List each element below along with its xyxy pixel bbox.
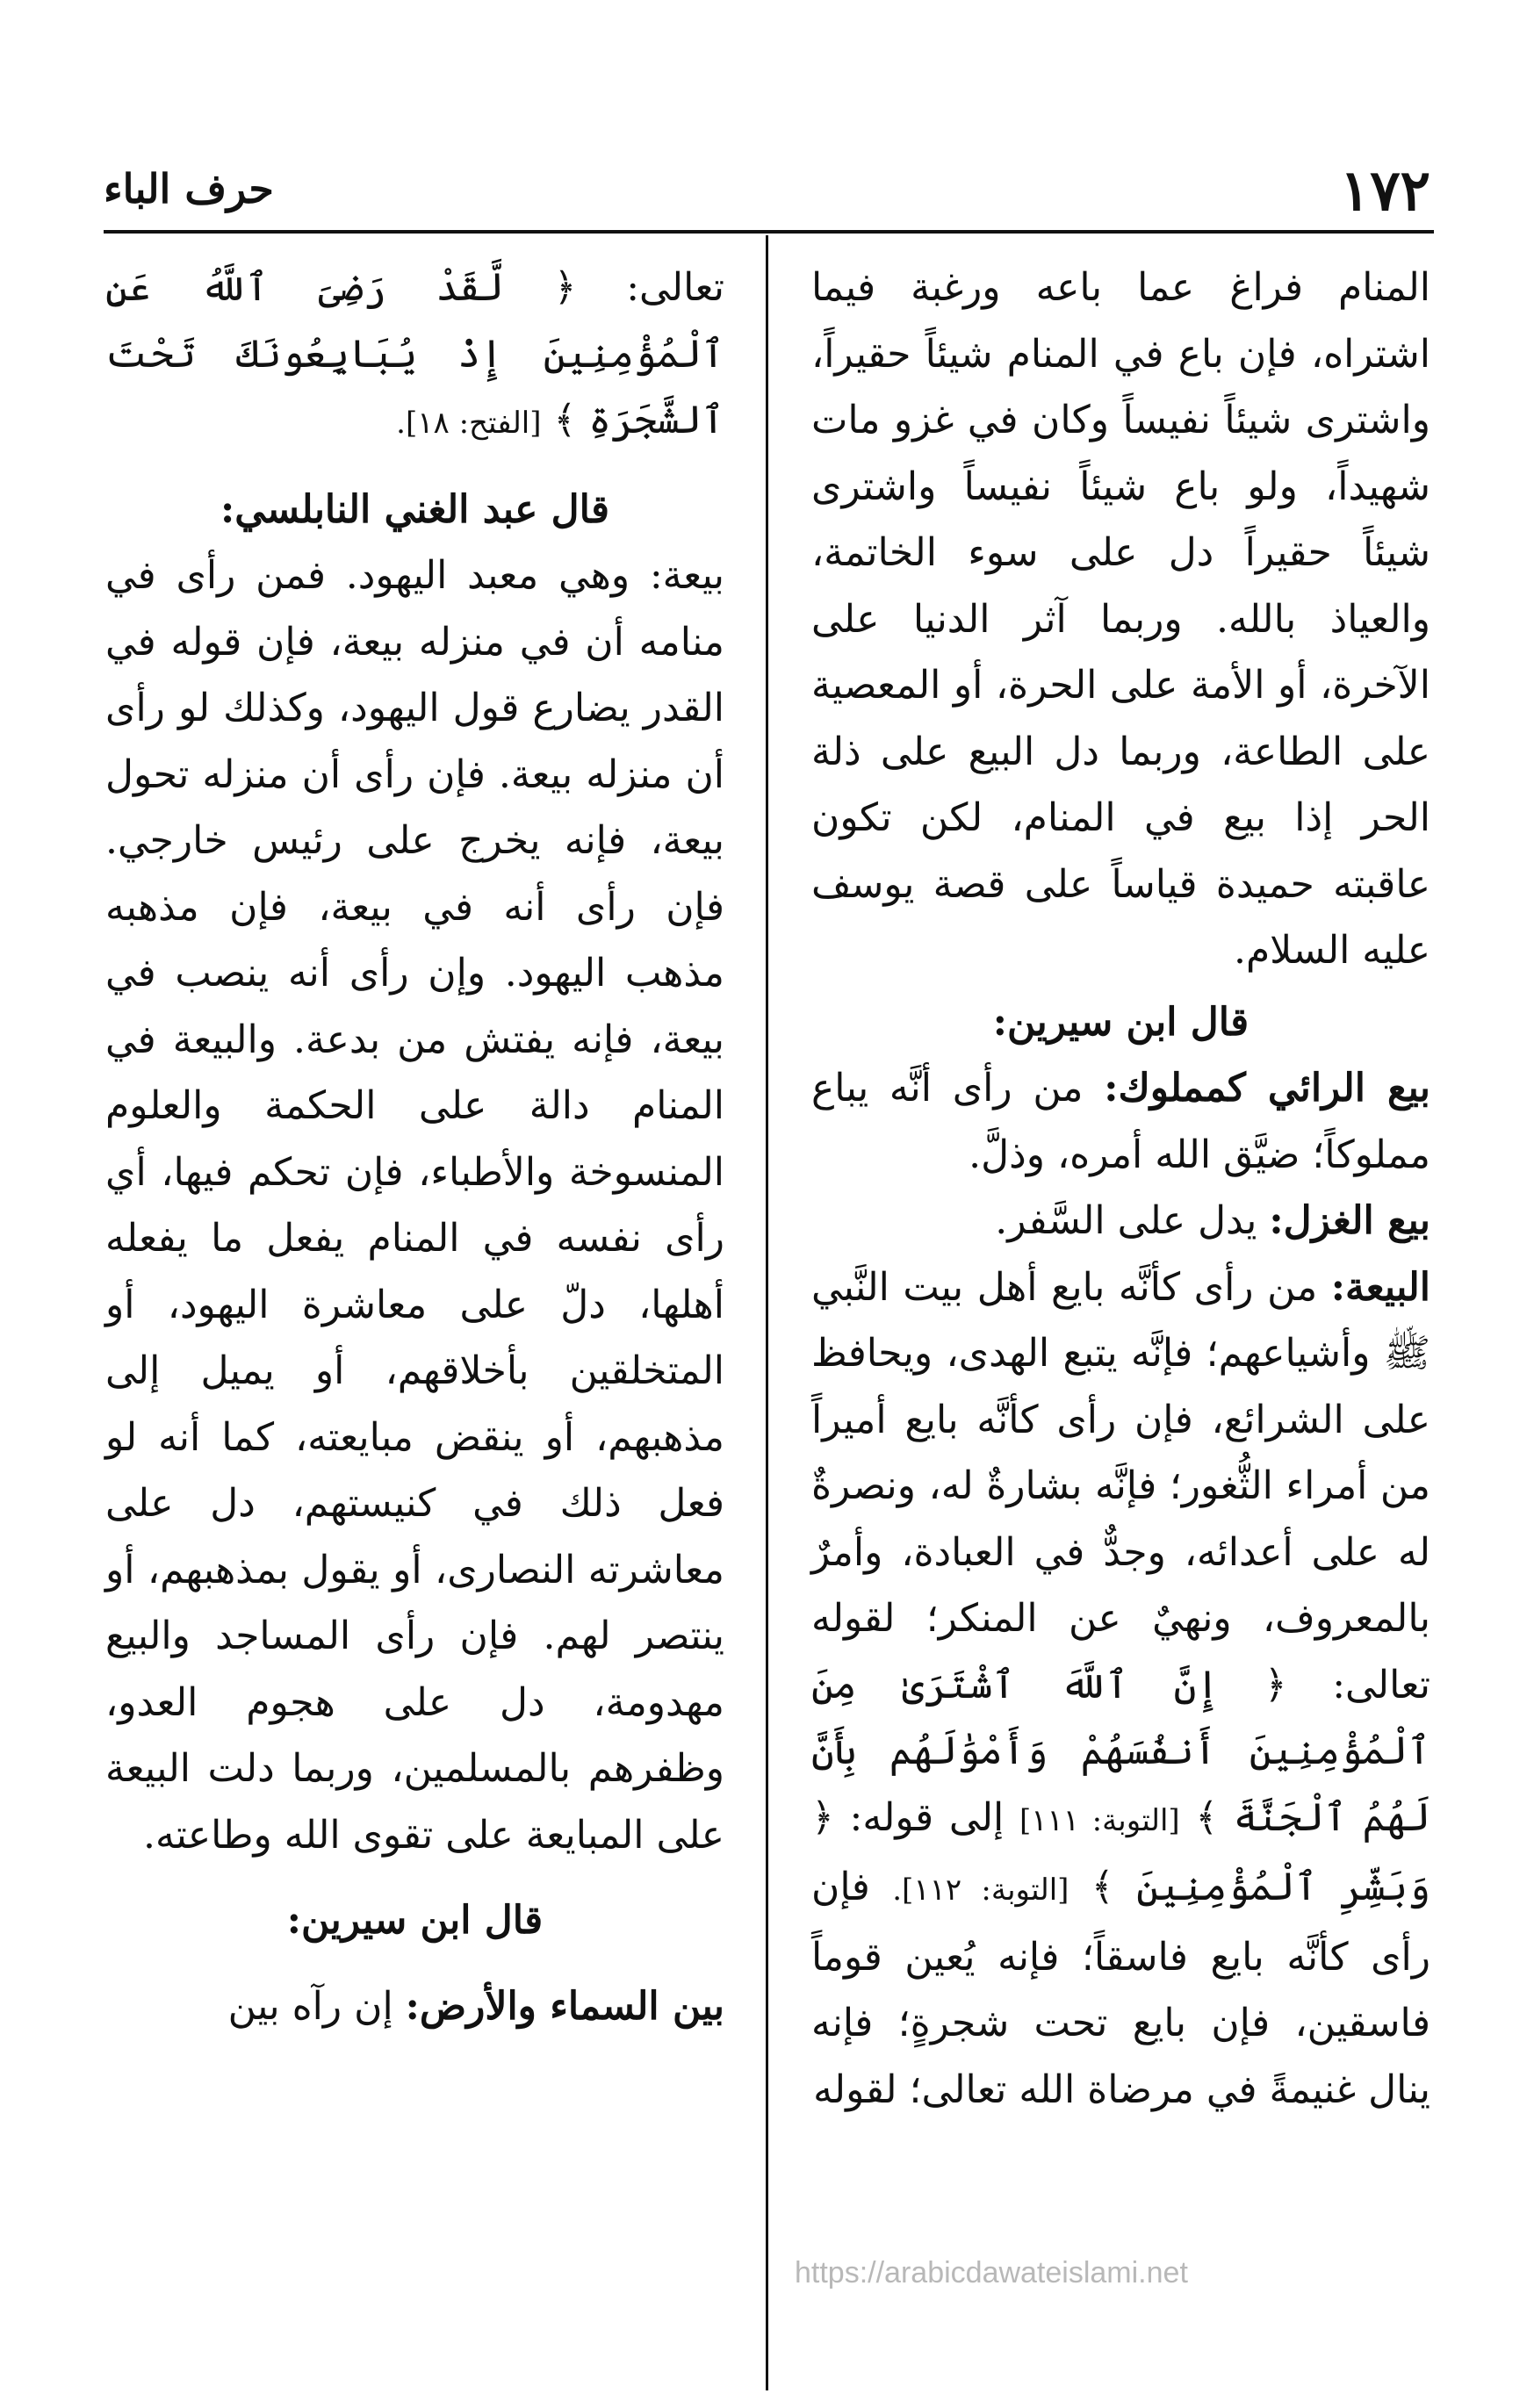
section-heading: قال ابن سيرين: xyxy=(992,999,1250,1045)
entry-text: إلى قوله: xyxy=(849,1794,1005,1840)
entry-term: البيعة: xyxy=(1330,1264,1430,1310)
entry-text: من رأى أنَّه يباع مملوكاً؛ ضيَّق الله أمره، وذلَّ. xyxy=(811,1066,1430,1177)
entry-paragraph xyxy=(811,1188,1430,1254)
entry-text: يدل على السَّفر. xyxy=(995,1198,1257,1243)
verse-reference: [الفتح: ١٨]. xyxy=(396,406,542,441)
quran-verse: ﴿ لَّقَدْ رَضِىَ ٱللَّهُ عَنِ ٱلْمُؤْمِنِينَ إِذْ يُبَايِعُونَكَ تَحْتَ ٱلشَّجَرَةِ ﴾ xyxy=(105,265,724,442)
section-heading: قال ابن سيرين: xyxy=(286,1898,544,1943)
quran-verse: ﴿ إِنَّ ٱللَّهَ ٱشْتَرَىٰ مِنَ ٱلْمُؤْمِنِينَ أَنفُسَهُمْ وَأَمْوَٰلَهُم بِأَنَّ لَهُمُ ٱلْجَنَّةَ ﴾ xyxy=(811,1662,1430,1840)
left-column xyxy=(105,255,724,2039)
right-column xyxy=(811,255,1430,2123)
entry-text: فإن رأى كأنَّه بايع فاسقاً؛ فإنه يُعين قوماً فاسقين، فإن بايع تحت شجرةٍ؛ فإنه ينال غنيمةً في مرضاة الله تعالى؛ لقوله xyxy=(811,1865,1430,2112)
page-number: ١٧٢ xyxy=(1339,158,1430,224)
entry-term: بيع الغزل: xyxy=(1269,1198,1430,1243)
section-heading: قال عبد الغني النابلسي: xyxy=(220,486,610,532)
entry-text: من رأى كأنَّه بايع أهل بيت النَّبي ﷺ وأشياعهم؛ فإنَّه يتبع الهدى، ويحافظ على الشرائع، فإن رأى كأنَّه بايع أميراً من أمراء الثُّغور؛ فإنَّه بشارةٌ له، ونصرةٌ له على أعدائه، وجدٌّ في العبادة، وأمرٌ بالمعروف، ونهيٌ عن المنكر؛ لقوله تعالى: xyxy=(811,1264,1430,1707)
paragraph: المنام فراغ عما باعه ورغبة فيما اشتراه، فإن باع في المنام شيئاً حقيراً، واشترى شيئاً نفيساً وكان في غزو مات شهيداً، ولو باع شيئاً نفيساً واشترى شيئاً حقيراً دل على سوء الخاتمة، والعياذ بالله. وربما آثر الدنيا على الآخرة، أو الأمة على الحرة، أو المعصية على الطاعة، وربما دل البيع على ذلة الحر إذا بيع في المنام، لكن تكون عاقبته حميدة قياساً على قصة يوسف عليه السلام. xyxy=(811,265,1430,973)
verse-reference: [التوبة: ١١١] xyxy=(1019,1802,1180,1838)
paragraph xyxy=(105,255,724,457)
entry-term: بين السماء والأرض: xyxy=(405,1983,724,2029)
header-divider xyxy=(104,230,1434,234)
paragraph-text: تعالى: xyxy=(626,265,724,310)
quran-verse: ﴿ وَبَشِّرِ ٱلْمُؤْمِنِينَ ﴾ xyxy=(811,1794,1430,1909)
entry-text: إن رآه بين xyxy=(227,1983,393,2029)
column-divider xyxy=(766,235,768,2390)
verse-reference: [التوبة: ١١٢]. xyxy=(892,1872,1069,1908)
entry-paragraph xyxy=(811,1055,1430,1188)
watermark-url: https://arabicdawateislami.net xyxy=(795,2256,1188,2289)
entry-term: بيع الرائي كمملوك: xyxy=(1104,1066,1430,1111)
chapter-title: حرف الباء xyxy=(104,165,274,212)
paragraph: بيعة: وهي معبد اليهود. فمن رأى في منامه أن في منزله بيعة، فإن قوله في القدر يضارع قول اليهود، وكذلك لو رأى أن منزله بيعة. فإن رأى أن منزله تحول بيعة، فإنه يخرج على رئيس خارجي. فإن رأى أنه في بيعة، فإن مذهبه مذهب اليهود. وإن رأى أنه ينصب في بيعة، فإنه يفتش من بدعة. والبيعة في المنام دالة على الحكمة والعلوم المنسوخة والأطباء، فإن تحكم فيها، أي رأى نفسه في المنام يفعل ما يفعله أهلها، دلّ على معاشرة اليهود، أو المتخلقين بأخلاقهم، أو يميل إلى مذهبهم، أو ينقض مبايعته، كما أنه لو فعل ذلك في كنيستهم، دل على معاشرته النصارى، أو يقول بمذهبهم، أو ينتصر لهم. فإن رأى المساجد والبيع مهدومة، دل على هجوم العدو، وظفرهم بالمسلمين، وربما دلت البيعة على المبايعة على تقوى الله وطاعته. xyxy=(105,553,724,1858)
entry-paragraph xyxy=(811,1254,1430,2124)
entry-paragraph xyxy=(105,1973,724,2040)
